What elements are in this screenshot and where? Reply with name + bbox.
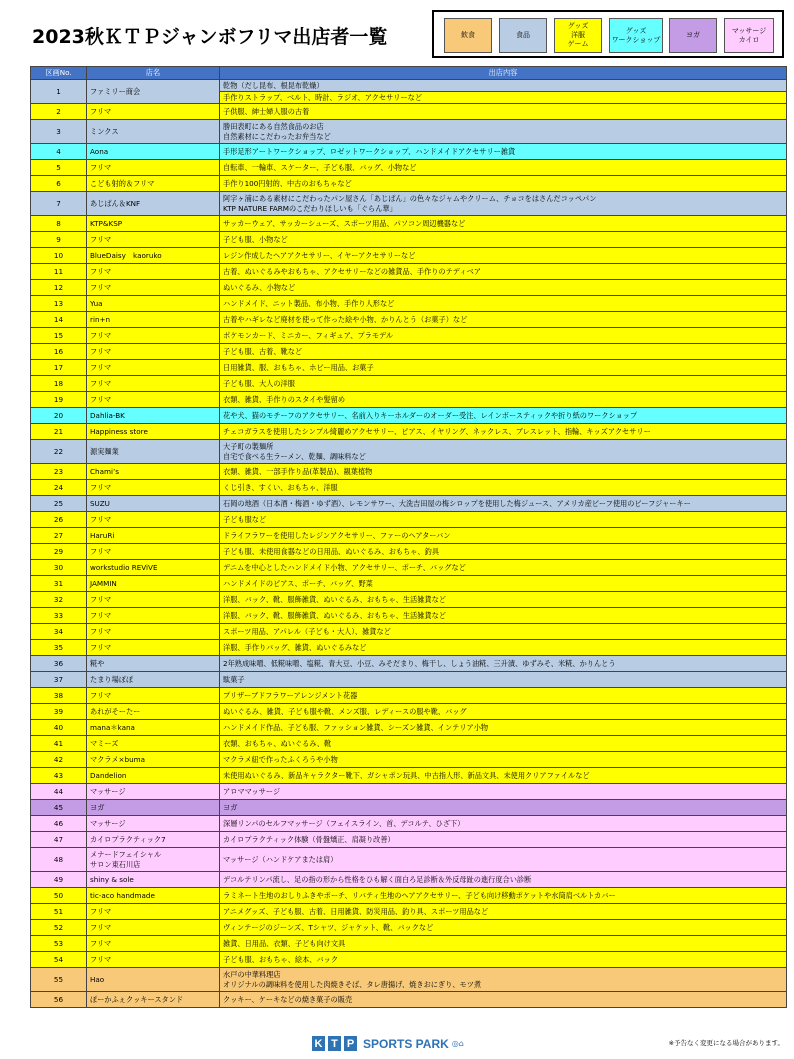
cell-no: 53: [31, 936, 87, 952]
cell-no: 37: [31, 672, 87, 688]
table-row: [31, 104, 787, 120]
cell-no: 51: [31, 904, 87, 920]
cell-name: HaruRi: [87, 528, 220, 544]
cell-no: 8: [31, 216, 87, 232]
cell-no: 13: [31, 296, 87, 312]
cell-content: 古着やハギレなど廃材を使って作った絵や小物、かりんとう（お菓子）など: [220, 312, 787, 328]
cell-no: 48: [31, 848, 87, 872]
cell-name: フリマ: [87, 640, 220, 656]
cell-no: 3: [31, 120, 87, 144]
table-row: [31, 832, 787, 848]
cell-no: 16: [31, 344, 87, 360]
cell-no: 26: [31, 512, 87, 528]
cell-content: マクラメ紐で作ったふくろうや小物: [220, 752, 787, 768]
cell-name: ミンクス: [87, 120, 220, 144]
table-row: [31, 736, 787, 752]
cell-no: 1: [31, 80, 87, 104]
cell-no: 17: [31, 360, 87, 376]
table-row: [31, 176, 787, 192]
cell-name: KTP&KSP: [87, 216, 220, 232]
table-row: [31, 360, 787, 376]
cell-content: 子ども服、古着、靴など: [220, 344, 787, 360]
table-row: [31, 800, 787, 816]
logo-text: SPORTS PARK: [363, 1036, 449, 1051]
cell-no: 18: [31, 376, 87, 392]
cell-content: ポケモンカード、ミニカー、フィギュア、プラモデル: [220, 328, 787, 344]
cell-name: フリマ: [87, 160, 220, 176]
legend-item: マッサージ カイロ: [724, 18, 774, 53]
cell-name: フリマ: [87, 624, 220, 640]
cell-no: 31: [31, 576, 87, 592]
logo-letter: T: [328, 1036, 341, 1051]
table-row: [31, 752, 787, 768]
cell-content: 雑貨、日用品、衣類、子ども向け文具: [220, 936, 787, 952]
table-row: [31, 888, 787, 904]
table-row: [31, 848, 787, 872]
cell-name: Dandelion: [87, 768, 220, 784]
cell-no: 22: [31, 440, 87, 464]
table-row: [31, 992, 787, 1008]
cell-no: 44: [31, 784, 87, 800]
cell-no: 7: [31, 192, 87, 216]
cell-no: 32: [31, 592, 87, 608]
cell-no: 5: [31, 160, 87, 176]
cell-no: 46: [31, 816, 87, 832]
table-row: [31, 280, 787, 296]
cell-name: あじぱん＆KNF: [87, 192, 220, 216]
cell-name: フリマ: [87, 328, 220, 344]
cell-name: あれがそーたー: [87, 704, 220, 720]
table-header-row: [31, 67, 787, 80]
cell-name: rin+n: [87, 312, 220, 328]
cell-name: mana＊kana: [87, 720, 220, 736]
cell-no: 15: [31, 328, 87, 344]
cell-content: 子ども服、未使用食器などの日用品、ぬいぐるみ、おもちゃ、釣具: [220, 544, 787, 560]
table-row: [31, 968, 787, 992]
cell-name: マミーズ: [87, 736, 220, 752]
cell-content: 乾物（だし昆布、根昆布乾燥）: [220, 80, 787, 92]
cell-content: ハンドメイドのピアス、ポーチ、バッグ、野菜: [220, 576, 787, 592]
cell-content: レジン作成したヘアアクセサリー、イヤーアクセサリーなど: [220, 248, 787, 264]
table-row: [31, 576, 787, 592]
cell-content: 古着、ぬいぐるみやおもちゃ、アクセサリーなどの雑貨品、手作りのテディベア: [220, 264, 787, 280]
logo-letter: P: [344, 1036, 357, 1051]
cell-no: 35: [31, 640, 87, 656]
cell-no: 54: [31, 952, 87, 968]
table-row: [31, 936, 787, 952]
table-row: [31, 528, 787, 544]
table-row: [31, 920, 787, 936]
cell-no: 19: [31, 392, 87, 408]
table-row: [31, 872, 787, 888]
ktp-sports-park-logo: [312, 1036, 464, 1051]
cell-content: ヴィンテージのジーンズ、Tシャツ、ジャケット、靴、バックなど: [220, 920, 787, 936]
legend-item: グッズ ワークショップ: [609, 18, 663, 53]
cell-name: マクラメ×buma: [87, 752, 220, 768]
table-row: [31, 672, 787, 688]
cell-name: フリマ: [87, 232, 220, 248]
table-row: [31, 80, 787, 92]
table-row: [31, 704, 787, 720]
cell-no: 2: [31, 104, 87, 120]
cell-name: メナードフェイシャル サロン東石川店: [87, 848, 220, 872]
cell-name: カイロプラクティック7: [87, 832, 220, 848]
table-row: [31, 608, 787, 624]
cell-content: カイロプラクティック体験（骨盤矯正、肩凝り改善）: [220, 832, 787, 848]
cell-content: クッキー、ケーキなどの焼き菓子の販売: [220, 992, 787, 1008]
cell-content: 手作り100円射的、中古のおもちゃなど: [220, 176, 787, 192]
table-row: [31, 480, 787, 496]
cell-name: たまり場ぽぽ: [87, 672, 220, 688]
cell-name: フリマ: [87, 360, 220, 376]
cell-content: アニメグッズ、子ども服、古着、日用雑貨、防災用品、釣り具、スポーツ用品など: [220, 904, 787, 920]
cell-no: 41: [31, 736, 87, 752]
table-row: [31, 464, 787, 480]
cell-no: 14: [31, 312, 87, 328]
cell-content: 洋服、バック、靴、服飾雑貨、ぬいぐるみ、おもちゃ、生活雑貨など: [220, 592, 787, 608]
table-row: [31, 120, 787, 144]
table-row: [31, 312, 787, 328]
cell-content: デコルテリンパ流し、足の指の形から性格をひも解く面白ろ足診断＆外反母趾の進行度合い診断: [220, 872, 787, 888]
cell-content: 勝田表町にある自然食品のお店 自然素材にこだわったお弁当など: [220, 120, 787, 144]
cell-no: 25: [31, 496, 87, 512]
cell-no: 52: [31, 920, 87, 936]
cell-name: workstudio REViVE: [87, 560, 220, 576]
cell-name: フリマ: [87, 280, 220, 296]
cell-name: tic-aco handmade: [87, 888, 220, 904]
cell-no: 55: [31, 968, 87, 992]
cell-content: 子ども服、小物など: [220, 232, 787, 248]
table-row: [31, 544, 787, 560]
cell-no: 6: [31, 176, 87, 192]
cell-content: 衣類、雑貨、一部手作り品(革製品)、観葉植物: [220, 464, 787, 480]
cell-no: 56: [31, 992, 87, 1008]
cell-content: ドライフラワーを使用したレジンアクセサリー、ファーのヘアターバン: [220, 528, 787, 544]
cell-content: 駄菓子: [220, 672, 787, 688]
table-row: [31, 344, 787, 360]
table-row: [31, 904, 787, 920]
cell-content: 子供服、紳士婦人服の古着: [220, 104, 787, 120]
cell-name: こども射的＆フリマ: [87, 176, 220, 192]
cell-no: 24: [31, 480, 87, 496]
table-row: [31, 952, 787, 968]
cell-name: Hao: [87, 968, 220, 992]
cell-content: 子ども服など: [220, 512, 787, 528]
table-row: [31, 296, 787, 312]
table-row: [31, 440, 787, 464]
legend-item: 飲食: [444, 18, 492, 53]
cell-content: ヨガ: [220, 800, 787, 816]
table-row: [31, 392, 787, 408]
cell-content: 未使用ぬいぐるみ、新品キャラクター靴下、ガシャポン玩具、中古指人形、新品文具、未使用クリアファイルなど: [220, 768, 787, 784]
cell-no: 12: [31, 280, 87, 296]
table-row: [31, 232, 787, 248]
cell-content: 手作りストラップ、ベルト、時計、ラジオ、アクセサリーなど: [220, 92, 787, 104]
cell-name: Aona: [87, 144, 220, 160]
cell-name: フリマ: [87, 104, 220, 120]
cell-name: フリマ: [87, 936, 220, 952]
cell-name: ヨガ: [87, 800, 220, 816]
table-row: [31, 264, 787, 280]
cell-content: 2年熟成味噌、低糀味噌、塩糀、青大豆、小豆、みそだまり、梅干し、しょう油糀、三升漬、ゆずみそ、米糀、かりんとう: [220, 656, 787, 672]
cell-name: フリマ: [87, 392, 220, 408]
page-title: 2023秋ＫＴＰジャンボフリマ出店者一覧: [32, 26, 388, 48]
cell-content: 洋服、バック、靴、服飾雑貨、ぬいぐるみ、おもちゃ、生活雑貨など: [220, 608, 787, 624]
cell-content: 洋服、手作りバッグ、雑貨、ぬいぐるみなど: [220, 640, 787, 656]
cell-content: 石岡の地酒（日本酒・梅酒・ゆず酒）、レモンサワー、大洗吉田屋の梅シロップを使用した梅ジュース、アメリカ産ビーフ使用のビーフジャーキー: [220, 496, 787, 512]
cell-name: Chami’s: [87, 464, 220, 480]
cell-name: フリマ: [87, 688, 220, 704]
legend-item: ヨガ: [669, 18, 717, 53]
legend-item: 食品: [499, 18, 547, 53]
cell-no: 9: [31, 232, 87, 248]
cell-no: 20: [31, 408, 87, 424]
footnote: ※予告なく変更になる場合があります。: [668, 1039, 784, 1047]
cell-content: 自転車、一輪車、スケーター、子ども服、バッグ、小物など: [220, 160, 787, 176]
cell-no: 27: [31, 528, 87, 544]
cell-no: 4: [31, 144, 87, 160]
cell-content: アロママッサージ: [220, 784, 787, 800]
cell-content: 日用雑貨、服、おもちゃ、ホビー用品、お菓子: [220, 360, 787, 376]
cell-name: フリマ: [87, 480, 220, 496]
header-content: 出店内容: [220, 67, 787, 80]
cell-name: フリマ: [87, 344, 220, 360]
cell-no: 38: [31, 688, 87, 704]
table-row: [31, 688, 787, 704]
cell-no: 43: [31, 768, 87, 784]
cell-no: 23: [31, 464, 87, 480]
cell-name: マッサージ: [87, 816, 220, 832]
cell-no: 10: [31, 248, 87, 264]
cell-name: ファミリー商会: [87, 80, 220, 104]
cell-no: 42: [31, 752, 87, 768]
cell-content: デニムを中心としたハンドメイド小物、アクセサリー、ポーチ、バッグなど: [220, 560, 787, 576]
table-row: [31, 408, 787, 424]
cell-name: フリマ: [87, 608, 220, 624]
cell-name: フリマ: [87, 544, 220, 560]
cell-content: 深層リンパのセルフマッサージ（フェイスライン、首、デコルテ、ひざ下）: [220, 816, 787, 832]
table-row: [31, 656, 787, 672]
legend-item: グッズ 洋服 ゲーム: [554, 18, 602, 53]
table-row: [31, 640, 787, 656]
cell-name: 糀や: [87, 656, 220, 672]
table-row: [31, 720, 787, 736]
cell-content: くじ引き、すくい、おもちゃ、洋服: [220, 480, 787, 496]
cell-name: フリマ: [87, 920, 220, 936]
table-row: [31, 592, 787, 608]
cell-name: フリマ: [87, 592, 220, 608]
cell-name: JAMMIN: [87, 576, 220, 592]
cell-content: 子ども服、おもちゃ、絵本、バック: [220, 952, 787, 968]
table-row: [31, 624, 787, 640]
table-row: [31, 192, 787, 216]
table-row: [31, 144, 787, 160]
cell-name: shiny & sole: [87, 872, 220, 888]
cell-no: 45: [31, 800, 87, 816]
cell-name: フリマ: [87, 264, 220, 280]
cell-no: 34: [31, 624, 87, 640]
table-row: [31, 496, 787, 512]
cell-content: 衣類、雑貨、手作りのスタイや髪留め: [220, 392, 787, 408]
cell-name: マッサージ: [87, 784, 220, 800]
cell-no: 36: [31, 656, 87, 672]
cell-no: 50: [31, 888, 87, 904]
cell-no: 29: [31, 544, 87, 560]
cell-content: 子ども服、大人の洋服: [220, 376, 787, 392]
cell-content: 手形足形アートワークショップ、ロゼットワークショップ、ハンドメイドアクセサリー雑貨: [220, 144, 787, 160]
table-row: [31, 560, 787, 576]
header-no: 区画No.: [31, 67, 87, 80]
table-row: [31, 160, 787, 176]
cell-content: チェコガラスを使用したシンプル綺麗めアクセサリー、ピアス、イヤリング、ネックレス、ブレスレット、指輪、キッズアクセサリー: [220, 424, 787, 440]
table-row: [31, 424, 787, 440]
cell-content: マッサージ（ハンドケアまたは肩）: [220, 848, 787, 872]
table-row: [31, 376, 787, 392]
cell-no: 49: [31, 872, 87, 888]
cell-content: ハンドメイド作品、子ども服、ファッション雑貨、シーズン雑貨、インテリア小物: [220, 720, 787, 736]
cell-name: ぽーかふぇクッキースタンド: [87, 992, 220, 1008]
cell-name: BlueDaisy kaoruko: [87, 248, 220, 264]
cell-name: フリマ: [87, 376, 220, 392]
vendor-table: [30, 66, 787, 1008]
cell-no: 40: [31, 720, 87, 736]
cell-content: 阿字ヶ浦にある素材にこだわったパン屋さん「あじぱん」の色々なジャムやクリーム、チョコをはさんだコッペパン KTP NATURE FARMのこだわりほしいも「ぐらん華」: [220, 192, 787, 216]
cell-name: Yua: [87, 296, 220, 312]
cell-content: ハンドメイド、ニット製品、布小物、手作り人形など: [220, 296, 787, 312]
table-row: [31, 216, 787, 232]
cell-content: 大子町の製麺所 自宅で食べる生ラーメン、乾麺、調味料など: [220, 440, 787, 464]
category-legend: [432, 10, 784, 58]
cell-content: プリザーブドフラワーアレンジメント花器: [220, 688, 787, 704]
header-name: 店名: [87, 67, 220, 80]
logo-letter: K: [312, 1036, 325, 1051]
cell-no: 11: [31, 264, 87, 280]
cell-no: 39: [31, 704, 87, 720]
cell-content: サッカーウェア、サッカーシューズ、スポーツ用品、パソコン周辺機器など: [220, 216, 787, 232]
table-row: [31, 816, 787, 832]
cell-content: ぬいぐるみ、小物など: [220, 280, 787, 296]
table-row: [31, 784, 787, 800]
cell-name: Dahlia-BK: [87, 408, 220, 424]
cell-content: ラミネート生地のおしりふきやポーチ、リバティ生地のヘアアクセサリー、子ども向け移動ポケットや水筒肩ベルトカバー: [220, 888, 787, 904]
cell-content: 水戸の中華料理店 オリジナルの調味料を使用した肉焼きそば、タレ唐揚げ、焼きおにぎり、モツ煮: [220, 968, 787, 992]
table-row: [31, 248, 787, 264]
cell-no: 33: [31, 608, 87, 624]
cell-name: Happiness store: [87, 424, 220, 440]
table-row: [31, 768, 787, 784]
cell-content: 花や犬、猫のモチーフのアクセサリー、名前入りキーホルダーのオーダー受注、レインボースティックや折り紙のワークショップ: [220, 408, 787, 424]
cell-name: フリマ: [87, 952, 220, 968]
cell-name: フリマ: [87, 512, 220, 528]
cell-name: フリマ: [87, 904, 220, 920]
cell-name: 源実麺業: [87, 440, 220, 464]
table-row: [31, 328, 787, 344]
cell-content: 衣類、おもちゃ、ぬいぐるみ、靴: [220, 736, 787, 752]
cell-no: 21: [31, 424, 87, 440]
cell-content: スポーツ用品、アパレル（子ども・大人）、雑貨など: [220, 624, 787, 640]
cell-no: 30: [31, 560, 87, 576]
table-row: [31, 512, 787, 528]
logo-mark-icon: ◎⌂: [451, 1039, 464, 1048]
cell-content: ぬいぐるみ、雑貨、子ども服や靴、メンズ服、レディースの服や靴、バッグ: [220, 704, 787, 720]
cell-name: SUZU: [87, 496, 220, 512]
cell-no: 47: [31, 832, 87, 848]
